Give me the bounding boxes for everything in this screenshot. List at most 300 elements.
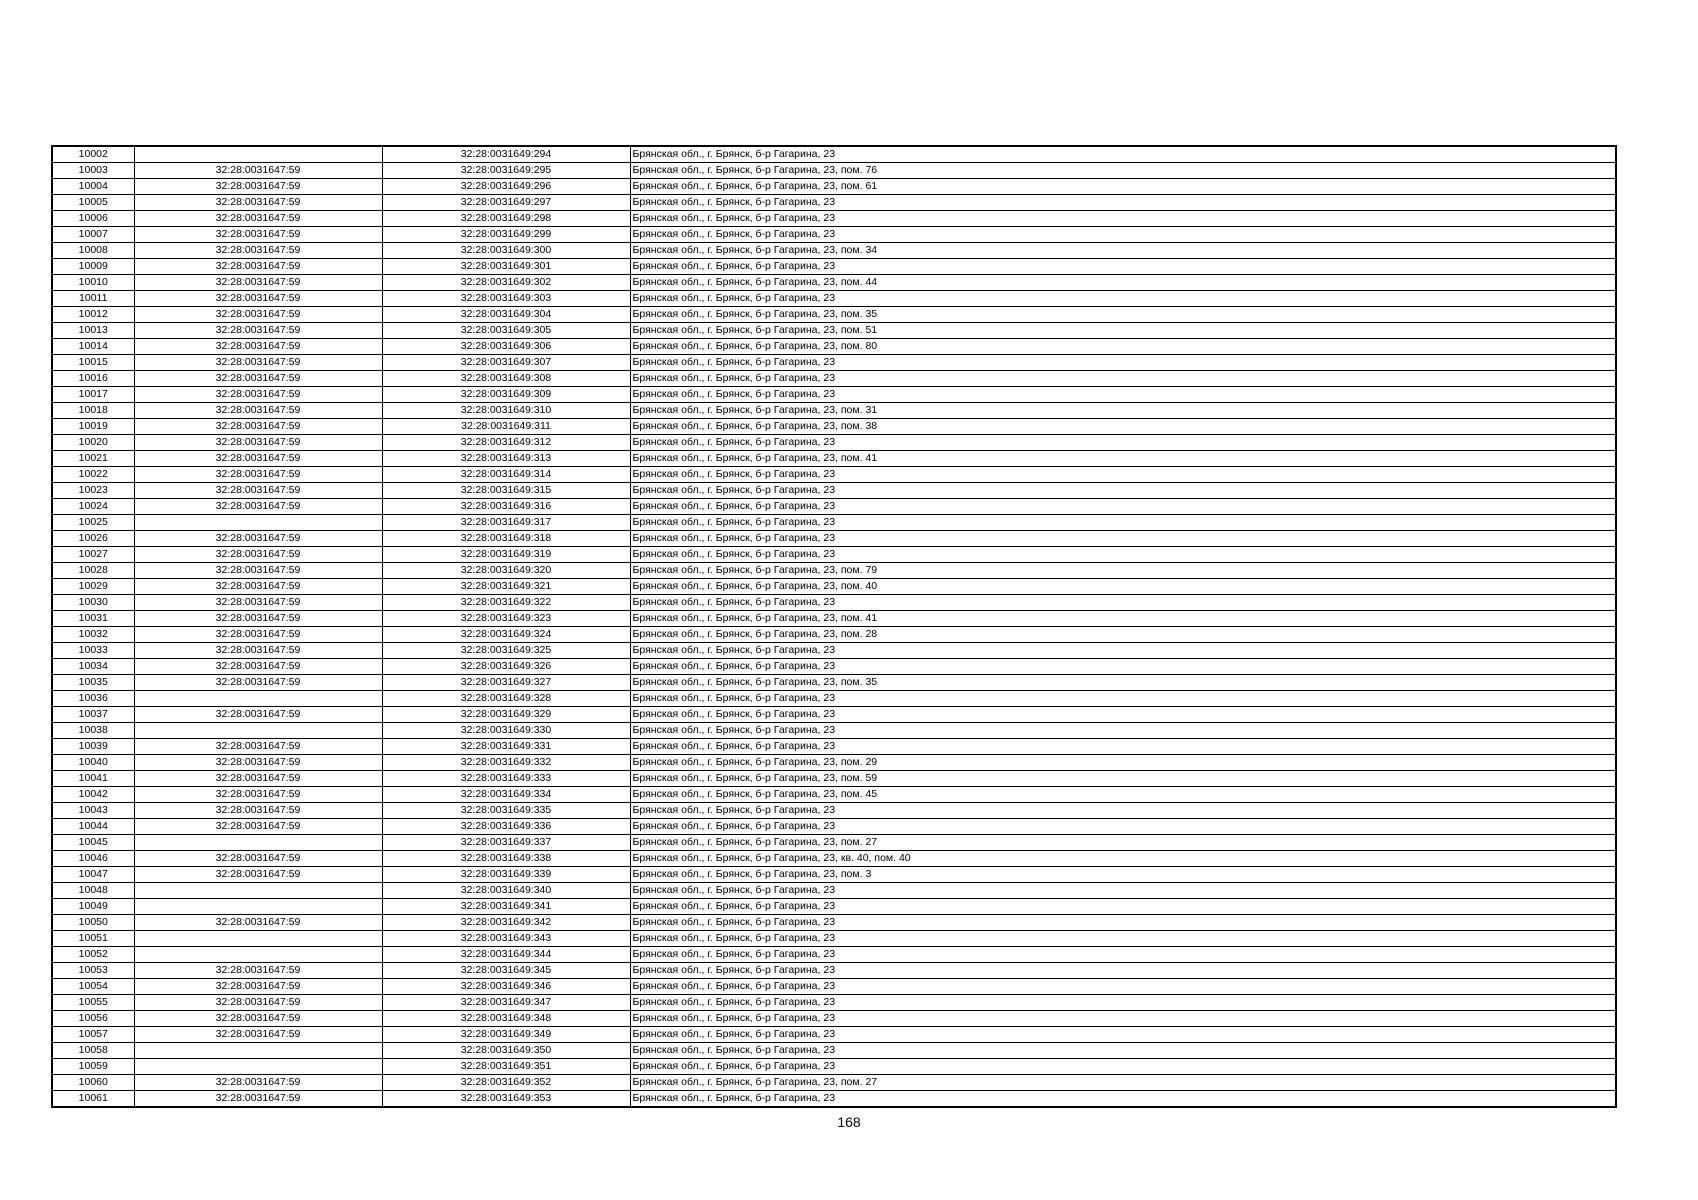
table-row: [52, 803, 1616, 819]
cadastral-number-cell: 32:28:0031649:328: [382, 691, 630, 707]
cadastral-number-cell: 32:28:0031649:315: [382, 483, 630, 499]
address-cell: Брянская обл., г. Брянск, б-р Гагарина, 23, пом. 59: [630, 771, 1616, 787]
row-number-cell: 10049: [52, 899, 134, 915]
cadastral-number-cell: 32:28:0031649:333: [382, 771, 630, 787]
cadastral-number-cell: 32:28:0031649:337: [382, 835, 630, 851]
cadastral-number-cell: 32:28:0031649:324: [382, 627, 630, 643]
table-row: [52, 339, 1616, 355]
cadastral-number-cell: 32:28:0031649:307: [382, 355, 630, 371]
address-cell: Брянская обл., г. Брянск, б-р Гагарина, 23: [630, 691, 1616, 707]
parent-cadastral-cell: 32:28:0031647:59: [134, 243, 382, 259]
table-row: [52, 995, 1616, 1011]
row-number-cell: 10046: [52, 851, 134, 867]
parent-cadastral-cell: [134, 899, 382, 915]
cadastral-number-cell: 32:28:0031649:313: [382, 451, 630, 467]
cadastral-table: [51, 145, 1617, 1108]
cadastral-table-body: [52, 146, 1616, 1107]
table-row: [52, 723, 1616, 739]
row-number-cell: 10007: [52, 227, 134, 243]
cadastral-number-cell: 32:28:0031649:309: [382, 387, 630, 403]
address-cell: Брянская обл., г. Брянск, б-р Гагарина, 23: [630, 1011, 1616, 1027]
row-number-cell: 10053: [52, 963, 134, 979]
row-number-cell: 10013: [52, 323, 134, 339]
cadastral-number-cell: 32:28:0031649:344: [382, 947, 630, 963]
row-number-cell: 10002: [52, 146, 134, 163]
table-row: [52, 1027, 1616, 1043]
address-cell: Брянская обл., г. Брянск, б-р Гагарина, 23: [630, 531, 1616, 547]
cadastral-number-cell: 32:28:0031649:310: [382, 403, 630, 419]
table-row: [52, 675, 1616, 691]
cadastral-number-cell: 32:28:0031649:342: [382, 915, 630, 931]
table-row: [52, 707, 1616, 723]
parent-cadastral-cell: 32:28:0031647:59: [134, 595, 382, 611]
parent-cadastral-cell: [134, 515, 382, 531]
row-number-cell: 10015: [52, 355, 134, 371]
row-number-cell: 10036: [52, 691, 134, 707]
table-row: [52, 835, 1616, 851]
row-number-cell: 10024: [52, 499, 134, 515]
parent-cadastral-cell: 32:28:0031647:59: [134, 611, 382, 627]
parent-cadastral-cell: [134, 931, 382, 947]
row-number-cell: 10058: [52, 1043, 134, 1059]
address-cell: Брянская обл., г. Брянск, б-р Гагарина, 23: [630, 739, 1616, 755]
row-number-cell: 10021: [52, 451, 134, 467]
parent-cadastral-cell: 32:28:0031647:59: [134, 291, 382, 307]
table-row: [52, 947, 1616, 963]
parent-cadastral-cell: [134, 723, 382, 739]
cadastral-number-cell: 32:28:0031649:332: [382, 755, 630, 771]
table-row: [52, 355, 1616, 371]
cadastral-number-cell: 32:28:0031649:301: [382, 259, 630, 275]
cadastral-number-cell: 32:28:0031649:326: [382, 659, 630, 675]
table-row: [52, 899, 1616, 915]
parent-cadastral-cell: 32:28:0031647:59: [134, 307, 382, 323]
page-number: 168: [837, 1114, 861, 1130]
row-number-cell: 10061: [52, 1091, 134, 1108]
cadastral-number-cell: 32:28:0031649:299: [382, 227, 630, 243]
table-row: [52, 227, 1616, 243]
row-number-cell: 10057: [52, 1027, 134, 1043]
address-cell: Брянская обл., г. Брянск, б-р Гагарина, 23, пом. 29: [630, 755, 1616, 771]
parent-cadastral-cell: 32:28:0031647:59: [134, 163, 382, 179]
address-cell: Брянская обл., г. Брянск, б-р Гагарина, 23, пом. 28: [630, 627, 1616, 643]
cadastral-number-cell: 32:28:0031649:317: [382, 515, 630, 531]
row-number-cell: 10038: [52, 723, 134, 739]
table-row: [52, 627, 1616, 643]
table-row: [52, 515, 1616, 531]
address-cell: Брянская обл., г. Брянск, б-р Гагарина, 23, пом. 41: [630, 611, 1616, 627]
address-cell: Брянская обл., г. Брянск, б-р Гагарина, 23: [630, 499, 1616, 515]
cadastral-number-cell: 32:28:0031649:348: [382, 1011, 630, 1027]
parent-cadastral-cell: 32:28:0031647:59: [134, 275, 382, 291]
cadastral-number-cell: 32:28:0031649:330: [382, 723, 630, 739]
parent-cadastral-cell: 32:28:0031647:59: [134, 323, 382, 339]
address-cell: Брянская обл., г. Брянск, б-р Гагарина, 23: [630, 227, 1616, 243]
address-cell: Брянская обл., г. Брянск, б-р Гагарина, 23: [630, 931, 1616, 947]
cadastral-number-cell: 32:28:0031649:336: [382, 819, 630, 835]
table-row: [52, 755, 1616, 771]
address-cell: Брянская обл., г. Брянск, б-р Гагарина, 23: [630, 915, 1616, 931]
address-cell: Брянская обл., г. Брянск, б-р Гагарина, 23, пом. 27: [630, 1075, 1616, 1091]
cadastral-number-cell: 32:28:0031649:339: [382, 867, 630, 883]
row-number-cell: 10011: [52, 291, 134, 307]
table-row: [52, 483, 1616, 499]
table-row: [52, 1075, 1616, 1091]
cadastral-number-cell: 32:28:0031649:346: [382, 979, 630, 995]
address-cell: Брянская обл., г. Брянск, б-р Гагарина, 23, пом. 38: [630, 419, 1616, 435]
address-cell: Брянская обл., г. Брянск, б-р Гагарина, 23, пом. 40: [630, 579, 1616, 595]
parent-cadastral-cell: 32:28:0031647:59: [134, 963, 382, 979]
cadastral-number-cell: 32:28:0031649:321: [382, 579, 630, 595]
parent-cadastral-cell: 32:28:0031647:59: [134, 195, 382, 211]
row-number-cell: 10054: [52, 979, 134, 995]
table-row: [52, 1091, 1616, 1108]
table-row: [52, 547, 1616, 563]
parent-cadastral-cell: 32:28:0031647:59: [134, 787, 382, 803]
cadastral-number-cell: 32:28:0031649:298: [382, 211, 630, 227]
address-cell: Брянская обл., г. Брянск, б-р Гагарина, 23: [630, 483, 1616, 499]
address-cell: Брянская обл., г. Брянск, б-р Гагарина, 23: [630, 355, 1616, 371]
row-number-cell: 10018: [52, 403, 134, 419]
table-row: [52, 195, 1616, 211]
row-number-cell: 10004: [52, 179, 134, 195]
parent-cadastral-cell: [134, 691, 382, 707]
address-cell: Брянская обл., г. Брянск, б-р Гагарина, 23, пом. 61: [630, 179, 1616, 195]
cadastral-number-cell: 32:28:0031649:331: [382, 739, 630, 755]
table-row: [52, 451, 1616, 467]
row-number-cell: 10026: [52, 531, 134, 547]
row-number-cell: 10003: [52, 163, 134, 179]
address-cell: Брянская обл., г. Брянск, б-р Гагарина, 23: [630, 899, 1616, 915]
row-number-cell: 10010: [52, 275, 134, 291]
address-cell: Брянская обл., г. Брянск, б-р Гагарина, 23, кв. 40, пом. 40: [630, 851, 1616, 867]
address-cell: Брянская обл., г. Брянск, б-р Гагарина, 23: [630, 963, 1616, 979]
parent-cadastral-cell: 32:28:0031647:59: [134, 915, 382, 931]
parent-cadastral-cell: 32:28:0031647:59: [134, 675, 382, 691]
table-row: [52, 179, 1616, 195]
address-cell: Брянская обл., г. Брянск, б-р Гагарина, 23: [630, 259, 1616, 275]
cadastral-number-cell: 32:28:0031649:353: [382, 1091, 630, 1108]
cadastral-number-cell: 32:28:0031649:350: [382, 1043, 630, 1059]
parent-cadastral-cell: 32:28:0031647:59: [134, 643, 382, 659]
cadastral-number-cell: 32:28:0031649:300: [382, 243, 630, 259]
cadastral-number-cell: 32:28:0031649:340: [382, 883, 630, 899]
parent-cadastral-cell: 32:28:0031647:59: [134, 259, 382, 275]
parent-cadastral-cell: 32:28:0031647:59: [134, 547, 382, 563]
parent-cadastral-cell: 32:28:0031647:59: [134, 355, 382, 371]
parent-cadastral-cell: 32:28:0031647:59: [134, 531, 382, 547]
table-row: [52, 146, 1616, 163]
parent-cadastral-cell: 32:28:0031647:59: [134, 1091, 382, 1108]
parent-cadastral-cell: [134, 1059, 382, 1075]
address-cell: Брянская обл., г. Брянск, б-р Гагарина, 23, пом. 51: [630, 323, 1616, 339]
table-row: [52, 611, 1616, 627]
cadastral-number-cell: 32:28:0031649:338: [382, 851, 630, 867]
row-number-cell: 10025: [52, 515, 134, 531]
cadastral-number-cell: 32:28:0031649:296: [382, 179, 630, 195]
row-number-cell: 10023: [52, 483, 134, 499]
row-number-cell: 10028: [52, 563, 134, 579]
row-number-cell: 10006: [52, 211, 134, 227]
table-row: [52, 435, 1616, 451]
parent-cadastral-cell: [134, 947, 382, 963]
row-number-cell: 10005: [52, 195, 134, 211]
row-number-cell: 10042: [52, 787, 134, 803]
address-cell: Брянская обл., г. Брянск, б-р Гагарина, 23: [630, 819, 1616, 835]
cadastral-number-cell: 32:28:0031649:304: [382, 307, 630, 323]
row-number-cell: 10027: [52, 547, 134, 563]
parent-cadastral-cell: 32:28:0031647:59: [134, 563, 382, 579]
cadastral-number-cell: 32:28:0031649:306: [382, 339, 630, 355]
row-number-cell: 10055: [52, 995, 134, 1011]
cadastral-number-cell: 32:28:0031649:323: [382, 611, 630, 627]
table-row: [52, 979, 1616, 995]
table-row: [52, 323, 1616, 339]
cadastral-number-cell: 32:28:0031649:294: [382, 146, 630, 163]
address-cell: Брянская обл., г. Брянск, б-р Гагарина, 23: [630, 707, 1616, 723]
address-cell: Брянская обл., г. Брянск, б-р Гагарина, 23, пом. 35: [630, 675, 1616, 691]
row-number-cell: 10016: [52, 371, 134, 387]
row-number-cell: 10020: [52, 435, 134, 451]
row-number-cell: 10043: [52, 803, 134, 819]
cadastral-number-cell: 32:28:0031649:305: [382, 323, 630, 339]
address-cell: Брянская обл., г. Брянск, б-р Гагарина, 23: [630, 435, 1616, 451]
parent-cadastral-cell: 32:28:0031647:59: [134, 803, 382, 819]
address-cell: Брянская обл., г. Брянск, б-р Гагарина, 23, пом. 45: [630, 787, 1616, 803]
address-cell: Брянская обл., г. Брянск, б-р Гагарина, 23: [630, 467, 1616, 483]
table-row: [52, 915, 1616, 931]
cadastral-number-cell: 32:28:0031649:345: [382, 963, 630, 979]
address-cell: Брянская обл., г. Брянск, б-р Гагарина, 23: [630, 947, 1616, 963]
row-number-cell: 10060: [52, 1075, 134, 1091]
parent-cadastral-cell: 32:28:0031647:59: [134, 819, 382, 835]
parent-cadastral-cell: 32:28:0031647:59: [134, 627, 382, 643]
cadastral-number-cell: 32:28:0031649:329: [382, 707, 630, 723]
address-cell: Брянская обл., г. Брянск, б-р Гагарина, 23: [630, 803, 1616, 819]
row-number-cell: 10029: [52, 579, 134, 595]
parent-cadastral-cell: 32:28:0031647:59: [134, 451, 382, 467]
row-number-cell: 10034: [52, 659, 134, 675]
address-cell: Брянская обл., г. Брянск, б-р Гагарина, 23: [630, 146, 1616, 163]
address-cell: Брянская обл., г. Брянск, б-р Гагарина, 23: [630, 1059, 1616, 1075]
table-row: [52, 787, 1616, 803]
parent-cadastral-cell: 32:28:0031647:59: [134, 739, 382, 755]
row-number-cell: 10014: [52, 339, 134, 355]
table-row: [52, 579, 1616, 595]
parent-cadastral-cell: 32:28:0031647:59: [134, 419, 382, 435]
table-row: [52, 771, 1616, 787]
row-number-cell: 10047: [52, 867, 134, 883]
parent-cadastral-cell: 32:28:0031647:59: [134, 1075, 382, 1091]
cadastral-number-cell: 32:28:0031649:295: [382, 163, 630, 179]
row-number-cell: 10022: [52, 467, 134, 483]
address-cell: Брянская обл., г. Брянск, б-р Гагарина, 23: [630, 1027, 1616, 1043]
parent-cadastral-cell: 32:28:0031647:59: [134, 387, 382, 403]
address-cell: Брянская обл., г. Брянск, б-р Гагарина, 23, пом. 27: [630, 835, 1616, 851]
table-row: [52, 851, 1616, 867]
table-row: [52, 259, 1616, 275]
cadastral-number-cell: 32:28:0031649:352: [382, 1075, 630, 1091]
table-row: [52, 371, 1616, 387]
address-cell: Брянская обл., г. Брянск, б-р Гагарина, 23, пом. 44: [630, 275, 1616, 291]
parent-cadastral-cell: 32:28:0031647:59: [134, 227, 382, 243]
cadastral-number-cell: 32:28:0031649:297: [382, 195, 630, 211]
cadastral-number-cell: 32:28:0031649:327: [382, 675, 630, 691]
table-row: [52, 643, 1616, 659]
row-number-cell: 10041: [52, 771, 134, 787]
address-cell: Брянская обл., г. Брянск, б-р Гагарина, 23, пом. 34: [630, 243, 1616, 259]
parent-cadastral-cell: 32:28:0031647:59: [134, 1011, 382, 1027]
cadastral-number-cell: 32:28:0031649:314: [382, 467, 630, 483]
cadastral-number-cell: 32:28:0031649:319: [382, 547, 630, 563]
cadastral-number-cell: 32:28:0031649:325: [382, 643, 630, 659]
address-cell: Брянская обл., г. Брянск, б-р Гагарина, 23, пом. 80: [630, 339, 1616, 355]
cadastral-number-cell: 32:28:0031649:318: [382, 531, 630, 547]
address-cell: Брянская обл., г. Брянск, б-р Гагарина, 23: [630, 1091, 1616, 1108]
parent-cadastral-cell: 32:28:0031647:59: [134, 851, 382, 867]
parent-cadastral-cell: 32:28:0031647:59: [134, 771, 382, 787]
row-number-cell: 10044: [52, 819, 134, 835]
table-row: [52, 595, 1616, 611]
row-number-cell: 10056: [52, 1011, 134, 1027]
table-row: [52, 499, 1616, 515]
row-number-cell: 10045: [52, 835, 134, 851]
table-row: [52, 243, 1616, 259]
parent-cadastral-cell: 32:28:0031647:59: [134, 371, 382, 387]
row-number-cell: 10035: [52, 675, 134, 691]
table-row: [52, 419, 1616, 435]
address-cell: Брянская обл., г. Брянск, б-р Гагарина, 23, пом. 79: [630, 563, 1616, 579]
parent-cadastral-cell: [134, 146, 382, 163]
parent-cadastral-cell: 32:28:0031647:59: [134, 659, 382, 675]
table-row: [52, 1059, 1616, 1075]
cadastral-number-cell: 32:28:0031649:303: [382, 291, 630, 307]
row-number-cell: 10032: [52, 627, 134, 643]
cadastral-number-cell: 32:28:0031649:341: [382, 899, 630, 915]
row-number-cell: 10040: [52, 755, 134, 771]
parent-cadastral-cell: 32:28:0031647:59: [134, 211, 382, 227]
address-cell: Брянская обл., г. Брянск, б-р Гагарина, 23: [630, 547, 1616, 563]
parent-cadastral-cell: [134, 835, 382, 851]
cadastral-number-cell: 32:28:0031649:335: [382, 803, 630, 819]
row-number-cell: 10019: [52, 419, 134, 435]
address-cell: Брянская обл., г. Брянск, б-р Гагарина, 23: [630, 659, 1616, 675]
cadastral-number-cell: 32:28:0031649:316: [382, 499, 630, 515]
row-number-cell: 10033: [52, 643, 134, 659]
table-row: [52, 1043, 1616, 1059]
table-row: [52, 867, 1616, 883]
table-row: [52, 819, 1616, 835]
parent-cadastral-cell: 32:28:0031647:59: [134, 179, 382, 195]
address-cell: Брянская обл., г. Брянск, б-р Гагарина, 23, пом. 41: [630, 451, 1616, 467]
table-row: [52, 211, 1616, 227]
row-number-cell: 10039: [52, 739, 134, 755]
cadastral-number-cell: 32:28:0031649:312: [382, 435, 630, 451]
parent-cadastral-cell: 32:28:0031647:59: [134, 403, 382, 419]
address-cell: Брянская обл., г. Брянск, б-р Гагарина, 23: [630, 723, 1616, 739]
parent-cadastral-cell: 32:28:0031647:59: [134, 1027, 382, 1043]
parent-cadastral-cell: [134, 1043, 382, 1059]
table-row: [52, 691, 1616, 707]
cadastral-number-cell: 32:28:0031649:311: [382, 419, 630, 435]
table-row: [52, 1011, 1616, 1027]
address-cell: Брянская обл., г. Брянск, б-р Гагарина, 23: [630, 643, 1616, 659]
address-cell: Брянская обл., г. Брянск, б-р Гагарина, 23: [630, 291, 1616, 307]
table-row: [52, 931, 1616, 947]
table-row: [52, 531, 1616, 547]
parent-cadastral-cell: 32:28:0031647:59: [134, 755, 382, 771]
cadastral-number-cell: 32:28:0031649:347: [382, 995, 630, 1011]
table-row: [52, 403, 1616, 419]
parent-cadastral-cell: [134, 883, 382, 899]
table-row: [52, 563, 1616, 579]
parent-cadastral-cell: 32:28:0031647:59: [134, 339, 382, 355]
parent-cadastral-cell: 32:28:0031647:59: [134, 995, 382, 1011]
address-cell: Брянская обл., г. Брянск, б-р Гагарина, 23: [630, 995, 1616, 1011]
cadastral-number-cell: 32:28:0031649:320: [382, 563, 630, 579]
row-number-cell: 10030: [52, 595, 134, 611]
row-number-cell: 10052: [52, 947, 134, 963]
cadastral-number-cell: 32:28:0031649:308: [382, 371, 630, 387]
table-row: [52, 163, 1616, 179]
address-cell: Брянская обл., г. Брянск, б-р Гагарина, 23: [630, 515, 1616, 531]
address-cell: Брянская обл., г. Брянск, б-р Гагарина, 23, пом. 76: [630, 163, 1616, 179]
table-row: [52, 275, 1616, 291]
cadastral-number-cell: 32:28:0031649:351: [382, 1059, 630, 1075]
row-number-cell: 10050: [52, 915, 134, 931]
table-row: [52, 387, 1616, 403]
cadastral-number-cell: 32:28:0031649:334: [382, 787, 630, 803]
row-number-cell: 10017: [52, 387, 134, 403]
table-row: [52, 659, 1616, 675]
cadastral-number-cell: 32:28:0031649:343: [382, 931, 630, 947]
row-number-cell: 10031: [52, 611, 134, 627]
address-cell: Брянская обл., г. Брянск, б-р Гагарина, 23: [630, 211, 1616, 227]
table-row: [52, 291, 1616, 307]
cadastral-number-cell: 32:28:0031649:349: [382, 1027, 630, 1043]
table-row: [52, 467, 1616, 483]
parent-cadastral-cell: 32:28:0031647:59: [134, 979, 382, 995]
address-cell: Брянская обл., г. Брянск, б-р Гагарина, 23: [630, 1043, 1616, 1059]
row-number-cell: 10009: [52, 259, 134, 275]
address-cell: Брянская обл., г. Брянск, б-р Гагарина, 23: [630, 371, 1616, 387]
address-cell: Брянская обл., г. Брянск, б-р Гагарина, 23: [630, 595, 1616, 611]
cadastral-number-cell: 32:28:0031649:302: [382, 275, 630, 291]
table-row: [52, 307, 1616, 323]
table-row: [52, 739, 1616, 755]
address-cell: Брянская обл., г. Брянск, б-р Гагарина, 23: [630, 387, 1616, 403]
row-number-cell: 10059: [52, 1059, 134, 1075]
row-number-cell: 10051: [52, 931, 134, 947]
parent-cadastral-cell: 32:28:0031647:59: [134, 707, 382, 723]
address-cell: Брянская обл., г. Брянск, б-р Гагарина, 23: [630, 195, 1616, 211]
address-cell: Брянская обл., г. Брянск, б-р Гагарина, 23, пом. 3: [630, 867, 1616, 883]
table-row: [52, 883, 1616, 899]
parent-cadastral-cell: 32:28:0031647:59: [134, 467, 382, 483]
row-number-cell: 10012: [52, 307, 134, 323]
row-number-cell: 10037: [52, 707, 134, 723]
row-number-cell: 10048: [52, 883, 134, 899]
parent-cadastral-cell: 32:28:0031647:59: [134, 435, 382, 451]
parent-cadastral-cell: 32:28:0031647:59: [134, 483, 382, 499]
parent-cadastral-cell: 32:28:0031647:59: [134, 867, 382, 883]
address-cell: Брянская обл., г. Брянск, б-р Гагарина, 23: [630, 979, 1616, 995]
address-cell: Брянская обл., г. Брянск, б-р Гагарина, 23: [630, 883, 1616, 899]
parent-cadastral-cell: 32:28:0031647:59: [134, 579, 382, 595]
address-cell: Брянская обл., г. Брянск, б-р Гагарина, 23, пом. 35: [630, 307, 1616, 323]
parent-cadastral-cell: 32:28:0031647:59: [134, 499, 382, 515]
table-row: [52, 963, 1616, 979]
